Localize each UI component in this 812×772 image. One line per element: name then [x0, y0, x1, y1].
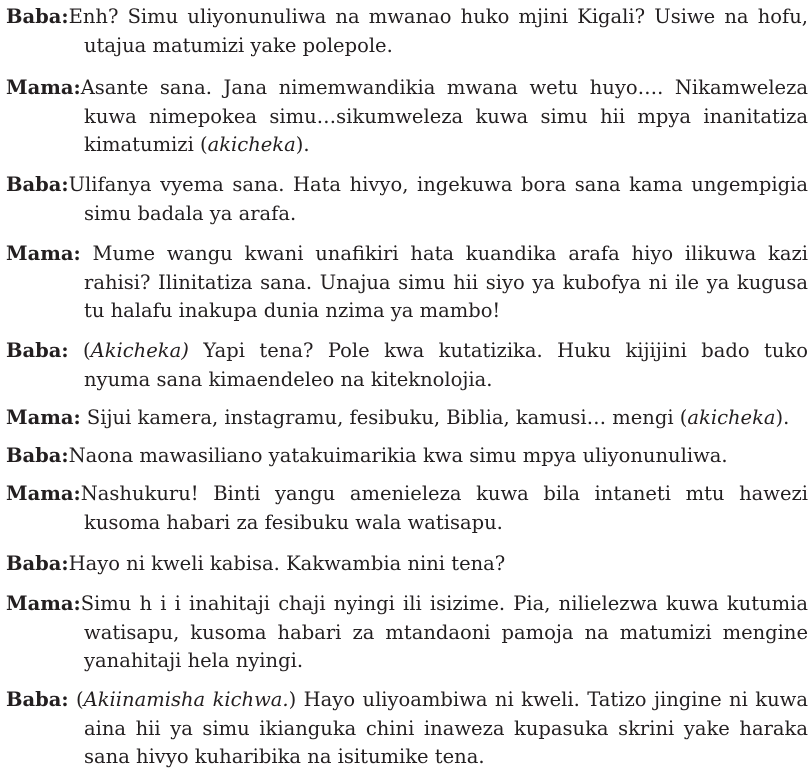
line-text: Ulifanya vyema sana. Hata hivyo, ingekuwa bora sana kama ungempigia: [68, 173, 808, 196]
dialogue-turn: [6, 240, 808, 326]
speaker-label: Baba:: [6, 552, 69, 575]
dialogue-line: [6, 619, 808, 648]
line-text: Enh? Simu uliyonunuliwa na mwanao huko mjini Kigali? Usiwe na hofu,: [68, 5, 808, 28]
speaker-label: Baba:: [6, 688, 69, 711]
dialogue-line: [6, 297, 808, 326]
line-text: Hayo ni kweli kabisa. Kakwambia nini tena?: [68, 552, 506, 575]
dialogue-turn: [6, 74, 808, 160]
line-text: aina hii ya simu ikianguka chini inaweza kupasuka skrini yake haraka: [84, 716, 808, 740]
speaker-label: Mama:: [6, 406, 81, 429]
line-text: Sijui kamera, instagramu, fesibuku, Biblia, kamusi… mengi (: [80, 406, 688, 429]
line-text: Naona mawasiliano yatakuimarikia kwa simu mpya uliyonunuliwa.: [68, 444, 728, 467]
line-text: kuwa nimepokea simu…sikumweleza kuwa simu hii mpya inanitatiza: [84, 104, 808, 128]
line-text: Asante sana. Jana nimemwandikia mwana wetu huyo…. Nikamweleza: [80, 76, 808, 99]
dialogue-line: [6, 743, 808, 772]
dialogue-turn: [6, 171, 808, 228]
line-text: yanahitaji hela nyingi.: [84, 649, 304, 672]
line-text: Yapi tena? Pole kwa kutatizika. Huku kijijini bado tuko: [188, 339, 808, 362]
line-text: sana hivyo kuharibika na isitumike tena.: [84, 745, 485, 768]
line-text: simu badala ya arafa.: [84, 201, 297, 225]
line-text: (: [68, 339, 91, 362]
dialogue-line: [6, 480, 808, 509]
dialogue-line: [6, 74, 808, 103]
speaker-label: Mama:: [6, 76, 81, 99]
dialogue-line: [6, 200, 808, 229]
dialogue-turn: [6, 404, 808, 433]
stage-direction: akicheka: [687, 406, 776, 429]
line-text: (: [68, 688, 84, 711]
line-text: kusoma habari za fesibuku wala watisapu.: [84, 510, 503, 534]
dialogue-line: [6, 647, 808, 676]
speaker-label: Baba:: [6, 5, 69, 28]
dialogue-line: [6, 590, 808, 619]
line-text: Simu h i i inahitaji chaji nyingi ili isizime. Pia, nilielezwa kuwa kutumia: [80, 592, 808, 615]
dialogue-line: [6, 32, 808, 61]
dialogue-line: [6, 269, 808, 298]
speaker-label: Baba:: [6, 339, 69, 362]
dialogue-line: [6, 715, 808, 744]
dialogue-turn: [6, 337, 808, 394]
speaker-label: Mama:: [6, 482, 81, 505]
dialogue-turn: [6, 442, 808, 471]
stage-direction: Akicheka): [90, 339, 189, 362]
dialogue-line: [6, 240, 808, 269]
dialogue-line: [6, 509, 808, 538]
dialogue-line: [6, 337, 808, 366]
dialogue-line: [6, 686, 808, 715]
dialogue-line: [6, 103, 808, 132]
dialogue-line: [6, 366, 808, 395]
line-text: Nashukuru! Binti yangu amenieleza kuwa bila intaneti mtu hawezi: [80, 482, 808, 505]
line-text: kimatumizi (: [84, 133, 208, 156]
dialogue-turn: [6, 3, 808, 60]
speaker-label: Baba:: [6, 173, 69, 196]
speaker-label: Mama:: [6, 592, 81, 615]
stage-direction: Akiinamisha kichwa.: [83, 688, 289, 711]
line-text: utajua matumizi yake polepole.: [84, 33, 393, 57]
line-text: rahisi? Ilinitatiza sana. Unajua simu hii siyo ya kubofya ni ile ya kugusa: [84, 270, 808, 294]
dialogue-turn: [6, 550, 808, 579]
line-text: Mume wangu kwani unafikiri hata kuandika arafa hiyo ilikuwa kazi: [80, 242, 808, 265]
dialogue-line: [6, 442, 808, 471]
line-text: nyuma sana kimaendeleo na kiteknolojia.: [84, 367, 493, 391]
dialogue-turn: [6, 590, 808, 676]
stage-direction: akicheka: [207, 133, 296, 156]
line-text: watisapu, kusoma habari za mtandaoni pamoja na matumizi mengine: [84, 620, 808, 644]
dialogue-line: [6, 404, 808, 433]
dialogue-line: [6, 550, 808, 579]
dialogue-turn: [6, 686, 808, 772]
line-text: ) Hayo uliyoambiwa ni kweli. Tatizo jingine ni kuwa: [288, 688, 808, 711]
line-text: ).: [775, 406, 790, 429]
line-text: ).: [295, 133, 310, 156]
speaker-label: Baba:: [6, 444, 69, 467]
dialogue-turn: [6, 480, 808, 537]
line-text: tu halafu inakupa dunia nzima ya mambo!: [84, 299, 501, 322]
dialogue-line: [6, 171, 808, 200]
dialogue-line: [6, 131, 808, 160]
speaker-label: Mama:: [6, 242, 81, 265]
dialogue-line: [6, 3, 808, 32]
